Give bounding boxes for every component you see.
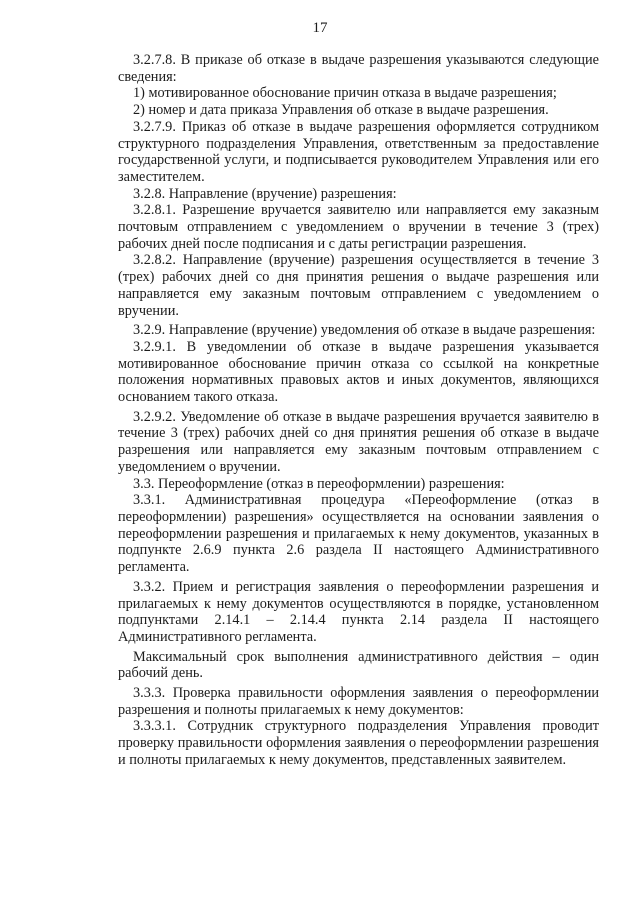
list-item-2: 2) номер и дата приказа Управления об отказе в выдаче разрешения. <box>133 102 549 119</box>
paragraph-3-2-7-8: 3.2.7.8. В приказе об отказе в выдаче разрешения указываются следующие сведения: <box>118 52 599 85</box>
paragraph-3-2-9-2: 3.2.9.2. Уведомление об отказе в выдаче разрешения вручается заявителю в течение 3 (трех) рабочих дней со дня принятия решения об отказе в выдаче разрешения или направляется ему заказным почтовым отправлением с уведомлением о вручении. <box>118 408 599 475</box>
paragraph-3-2-7-9: 3.2.7.9. Приказ об отказе в выдаче разрешения оформляется сотрудником структурного подразделения Управления, ответственным за предоставление государственной услуги, и подписывается руководителем Управления или его заместителем. <box>118 118 599 185</box>
paragraph-3-2-9-1: 3.2.9.1. В уведомлении об отказе в выдаче разрешения указывается мотивированное обоснование причин отказа со ссылкой на конкретные положения нормативных правовых актов и иных документов, являющихся основанием такого отказа. <box>118 338 599 406</box>
paragraph-3-2-8-2: 3.2.8.2. Направление (вручение) разрешения осуществляется в течение 3 (трех) рабочих дней со дня принятия решения о выдаче разрешения или направляется ему заказным почтовым отправлением с уведомлением о вручении. <box>118 252 599 319</box>
paragraph-3-3-3: 3.3.3. Проверка правильности оформления заявления о переоформлении разрешения и полноты прилагаемых к нему документов: <box>118 685 599 718</box>
paragraph-3-3-3-1: 3.3.3.1. Сотрудник структурного подразделения Управления проводит проверку правильности оформления заявления о переоформлении разрешения и полноты прилагаемых к нему документов, представленных заявителем. <box>118 718 599 768</box>
paragraph-max-term: Максимальный срок выполнения административного действия – один рабочий день. <box>118 648 599 682</box>
paragraph-3-2-8-1: 3.2.8.1. Разрешение вручается заявителю или направляется ему заказным почтовым отправлением с уведомлением о вручении в течение 3 (трех) рабочих дней после подписания и с даты регистрации разрешения. <box>118 202 599 252</box>
page-number: 17 <box>312 20 328 36</box>
paragraph-3-2-8: 3.2.8. Направление (вручение) разрешения: <box>133 185 397 202</box>
paragraph-3-3-2: 3.3.2. Прием и регистрация заявления о переоформлении разрешения и прилагаемых к нему документов осуществляются в порядке, установленном подпунктами 2.14.1 – 2.14.4 пункта 2.14 раздела II настоящего Административного регламента. <box>118 578 599 645</box>
document-body <box>118 52 599 769</box>
paragraph-3-2-9: 3.2.9. Направление (вручение) уведомления об отказе в выдаче разрешения: <box>133 322 596 339</box>
list-item-1: 1) мотивированное обоснование причин отказа в выдаче разрешения; <box>133 85 557 102</box>
paragraph-3-3-1: 3.3.1. Административная процедура «Переоформление (отказ в переоформлении) разрешения» осуществляется на основании заявления о переоформлении разрешения и прилагаемых к нему документов, указанных в подпункте 2.6.9 пункта 2.6 раздела II настоящего Административного регламента. <box>118 492 599 576</box>
paragraph-3-3: 3.3. Переоформление (отказ в переоформлении) разрешения: <box>133 475 505 492</box>
